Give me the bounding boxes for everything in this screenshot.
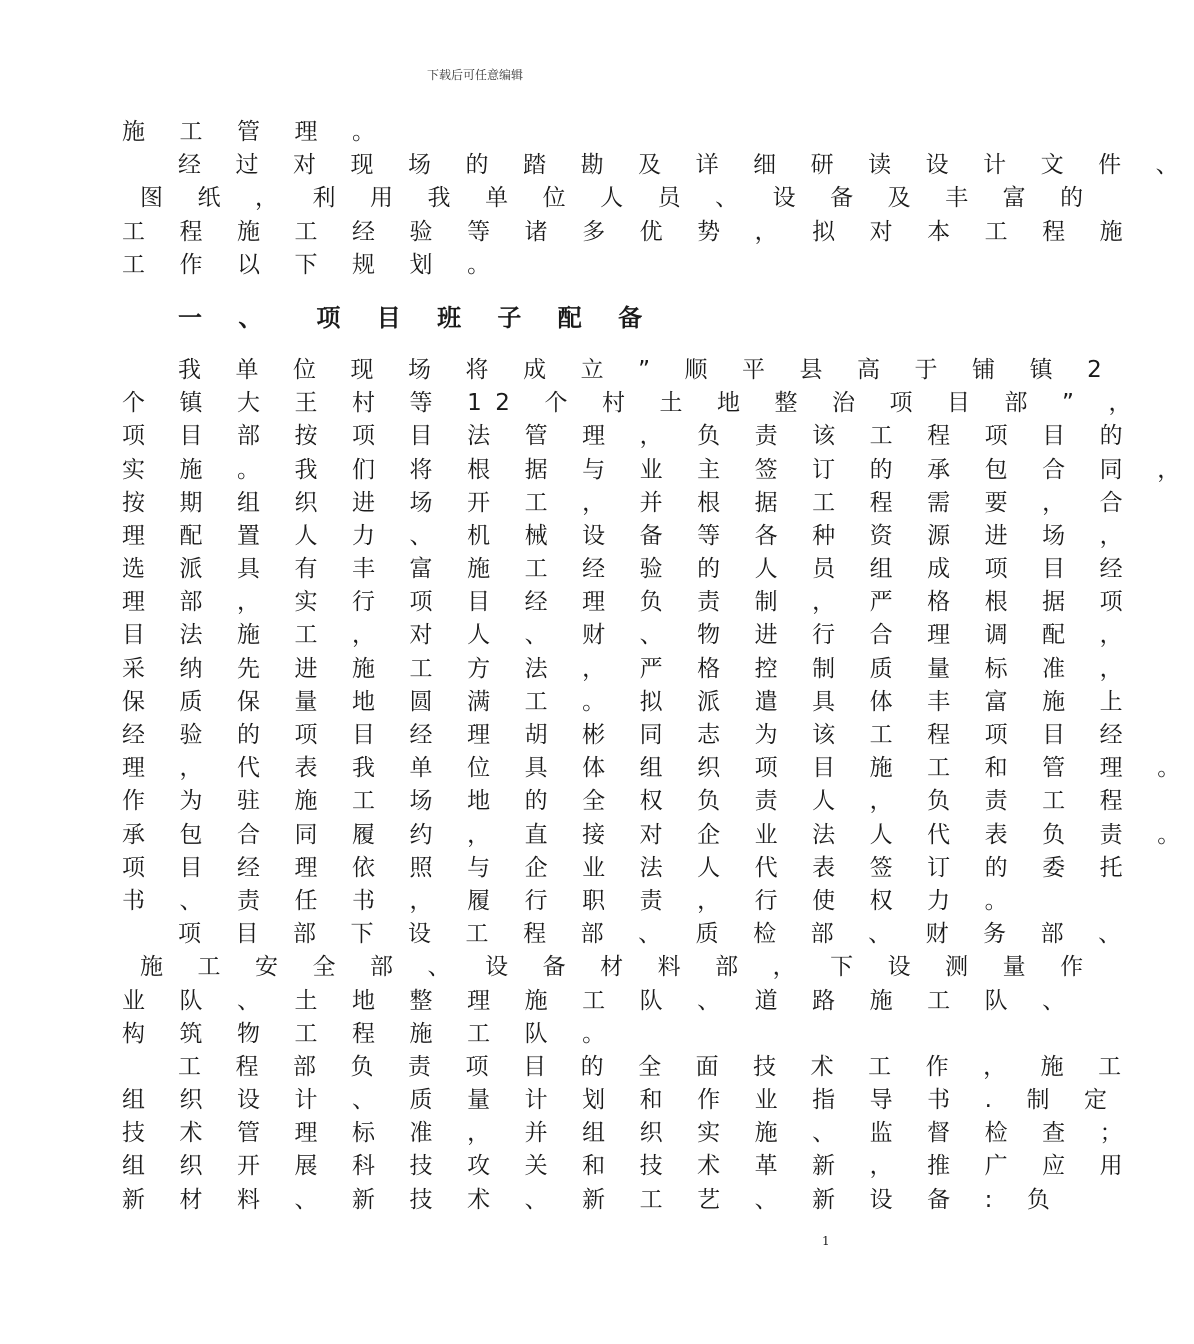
body-line: 理 部 ， 实 行 项 目 经 理 负 责 制 ， 严 格 根 据 项 [122,589,1137,616]
body-line: 保 质 保 量 地 圆 满 工 。 拟 派 遣 具 体 丰 富 施 上 [122,688,1137,715]
document-body [122,116,1194,1217]
page-header: 下载后可任意编辑 [426,68,523,82]
section-heading [122,300,842,336]
body-line: 我 单 位 现 场 将 成 立 ” 顺 平 县 高 于 铺 镇 2 [178,356,1116,383]
page-number: 1 [822,1234,830,1248]
body-line: 项 目 经 理 依 照 与 企 业 法 人 代 表 签 订 的 委 托 [122,854,1137,881]
body-line: 采 纳 先 进 施 工 方 法 ， 严 格 控 制 质 量 标 准 ， [122,655,1137,682]
body-line: 施 工 安 全 部 、 设 备 材 料 部 ， 下 设 测 量 作 [140,954,1097,981]
body-line: 工 程 部 负 责 项 目 的 全 面 技 术 工 作 ， 施 工 [178,1053,1135,1080]
body-line: 构 筑 物 工 程 施 工 队 。 [122,1020,619,1047]
body-line: 技 术 管 理 标 准 ， 并 组 织 实 施 、 监 督 检 查 ； [122,1120,1137,1147]
body-line: 选 派 具 有 丰 富 施 工 经 验 的 人 员 组 成 项 目 经 [122,556,1137,583]
body-line: 施 工 管 理 。 [122,119,389,145]
body-line: 理 配 置 人 力 、 机 械 设 备 等 各 种 资 源 进 场 ， [122,522,1137,549]
body-line: 组 织 开 展 科 技 攻 关 和 技 术 革 新 ， 推 广 应 用 [122,1153,1137,1180]
body-line: 个 镇 大 王 村 等 12 个 村 土 地 整 治 项 目 部 ” ， [122,390,1146,417]
body-line: 理 ， 代 表 我 单 位 具 体 组 织 项 目 施 工 和 管 理 。 [122,755,1194,782]
body-line: 图 纸 ， 利 用 我 单 位 人 员 、 设 备 及 丰 富 的 [140,185,1097,212]
body-line: 目 法 施 工 ， 对 人 、 财 、 物 进 行 合 理 调 配 ， [122,622,1137,649]
body-line: 组 织 设 计 、 质 量 计 划 和 作 业 指 导 书 . 制 定 [122,1087,1121,1114]
section-number: 一 、 [178,303,277,332]
body-line: 承 包 合 同 履 约 ， 直 接 对 企 业 法 人 代 表 负 责 。 [122,821,1194,848]
body-line: 项 目 部 按 项 目 法 管 理 ， 负 责 该 工 程 项 目 的 [122,423,1137,450]
section-title: 项 目 班 子 配 备 [316,303,657,332]
body-line: 项 目 部 下 设 工 程 部 、 质 检 部 、 财 务 部 、 [178,921,1135,948]
body-line: 工 作 以 下 规 划 。 [122,251,504,278]
body-line: 工 程 施 工 经 验 等 诸 多 优 势 ， 拟 对 本 工 程 施 [122,218,1137,245]
body-line: 经 过 对 现 场 的 踏 勘 及 详 细 研 读 设 计 文 件 、 [178,152,1193,179]
body-line: 书 、 责 任 书 ， 履 行 职 责 ， 行 使 权 力 。 [122,887,1022,914]
body-line: 实 施 。 我 们 将 根 据 与 业 主 签 订 的 承 包 合 同 ， [122,456,1194,483]
body-line: 业 队 、 土 地 整 理 施 工 队 、 道 路 施 工 队 、 [122,987,1079,1014]
body-line: 经 验 的 项 目 经 理 胡 彬 同 志 为 该 工 程 项 目 经 [122,722,1137,748]
body-line: 新 材 料 、 新 技 术 、 新 工 艺 、 新 设 备 : 负 [122,1186,1064,1213]
body-line: 按 期 组 织 进 场 开 工 ， 并 根 据 工 程 需 要 ， 合 [122,489,1137,516]
body-line: 作 为 驻 施 工 场 地 的 全 权 负 责 人 ， 负 责 工 程 [122,788,1137,815]
